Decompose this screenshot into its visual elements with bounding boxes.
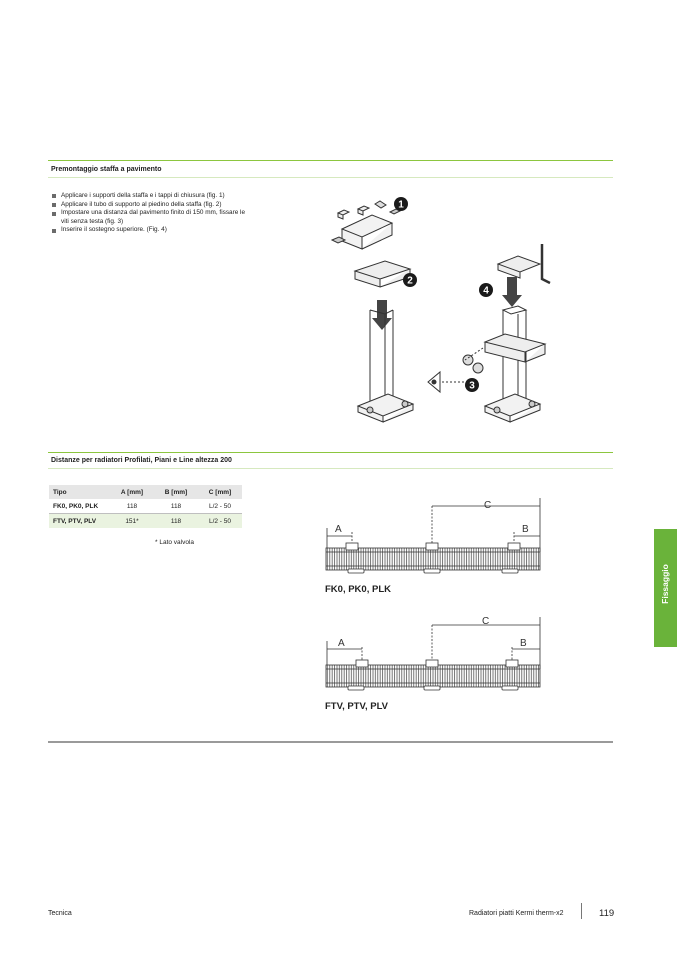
- svg-text:1: 1: [398, 199, 404, 211]
- table-cell: 118: [154, 499, 198, 514]
- instruction-item: Inserire il sostegno superiore. (Fig. 4): [52, 226, 282, 235]
- table-cell: FK0, PK0, PLK: [49, 499, 110, 514]
- svg-text:4: 4: [483, 285, 489, 297]
- dimension-label-b: B: [520, 638, 527, 649]
- table-cell: L/2 - 50: [198, 499, 242, 514]
- table-cell: 151*: [110, 514, 154, 529]
- distance-table: [49, 485, 242, 528]
- instruction-item: Applicare il tubo di supporto al piedino della staffa (fig. 2): [52, 201, 282, 210]
- dimension-label-c: C: [482, 616, 490, 627]
- assembly-illustration: [320, 192, 560, 437]
- table-header: A [mm]: [110, 485, 154, 499]
- table-row: [49, 514, 242, 529]
- dimension-label-a: A: [335, 524, 342, 535]
- svg-text:3: 3: [469, 380, 475, 392]
- dimension-label-b: B: [522, 524, 529, 535]
- table-header-row: [49, 485, 242, 499]
- footer-document-title: Radiatori piatti Kermi therm-x2: [469, 910, 564, 917]
- section-title-distanze: Distanze per radiatori Profilati, Piani e Line altezza 200: [51, 457, 232, 464]
- diagram-2-label: FTV, PTV, PLV: [325, 701, 389, 712]
- dimension-label-a: A: [338, 638, 345, 649]
- section2-rule-bottom: [48, 468, 613, 469]
- figure-badge-1: [394, 197, 408, 211]
- figure-badge-2: [403, 273, 417, 287]
- section2-rule-top: [48, 452, 613, 453]
- table-cell: FTV, PTV, PLV: [49, 514, 110, 529]
- table-header: C [mm]: [198, 485, 242, 499]
- section-rule-bottom: [48, 177, 613, 178]
- instruction-list: [52, 192, 282, 235]
- side-tab-label: Fissaggio: [660, 564, 670, 604]
- instruction-item: Impostare una distanza dal pavimento finito di 150 mm, fissare le viti senza testa (fig. 3): [52, 209, 251, 226]
- table-cell: L/2 - 50: [198, 514, 242, 529]
- table-header: Tipo: [49, 485, 110, 499]
- footer-separator: [581, 903, 582, 919]
- instruction-item: Applicare i supporti della staffa e i tappi di chiusura (fig. 1): [52, 192, 282, 201]
- figure-badge-4: [479, 283, 493, 297]
- footer-section: Tecnica: [48, 910, 72, 917]
- table-footnote: * Lato valvola: [155, 539, 195, 546]
- table-row: [49, 499, 242, 514]
- radiator-diagram-2: [322, 613, 544, 695]
- svg-text:2: 2: [407, 275, 413, 287]
- page-number: 119: [599, 908, 615, 919]
- side-tab-fissaggio: [654, 529, 677, 647]
- table-cell: 118: [154, 514, 198, 529]
- section-end-rule: [48, 741, 613, 743]
- diagram-1-label: FK0, PK0, PLK: [325, 584, 391, 595]
- section-rule-top: [48, 160, 613, 161]
- table-cell: 118: [110, 499, 154, 514]
- section-title-premontaggio: Premontaggio staffa a pavimento: [51, 166, 162, 173]
- dimension-label-c: C: [484, 500, 492, 511]
- figure-badge-3: [465, 378, 479, 392]
- table-header: B [mm]: [154, 485, 198, 499]
- radiator-diagram-1: [322, 496, 544, 578]
